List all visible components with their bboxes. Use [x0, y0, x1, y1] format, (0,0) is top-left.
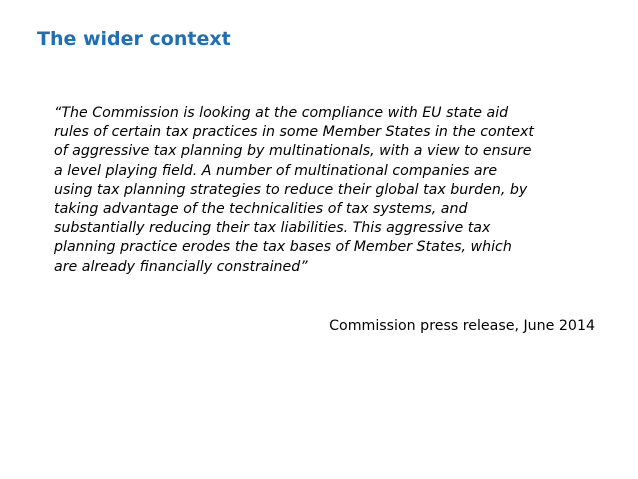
- quote-source: Commission press release, June 2014: [329, 318, 595, 334]
- quote-line: planning practice erodes the tax bases of Member States, which: [54, 239, 512, 256]
- quote-line: taking advantage of the technicalities of tax systems, and: [54, 201, 468, 218]
- quote-line: a level playing field. A number of multinational companies are: [54, 162, 498, 179]
- quote-line: rules of certain tax practices in some Member States in the context: [54, 124, 534, 141]
- quote-line: “The Commission is looking at the compliance with EU state aid: [54, 105, 509, 121]
- quote-line: are already financially constrained”: [54, 258, 308, 275]
- quote-line: of aggressive tax planning by multinationals, with a view to ensure: [54, 143, 532, 160]
- slide-title: The wider context: [37, 28, 231, 50]
- quote-line: using tax planning strategies to reduce their global tax burden, by: [54, 181, 528, 198]
- quote-line: substantially reducing their tax liabilities. This aggressive tax: [54, 220, 491, 237]
- quote-block: [54, 104, 614, 277]
